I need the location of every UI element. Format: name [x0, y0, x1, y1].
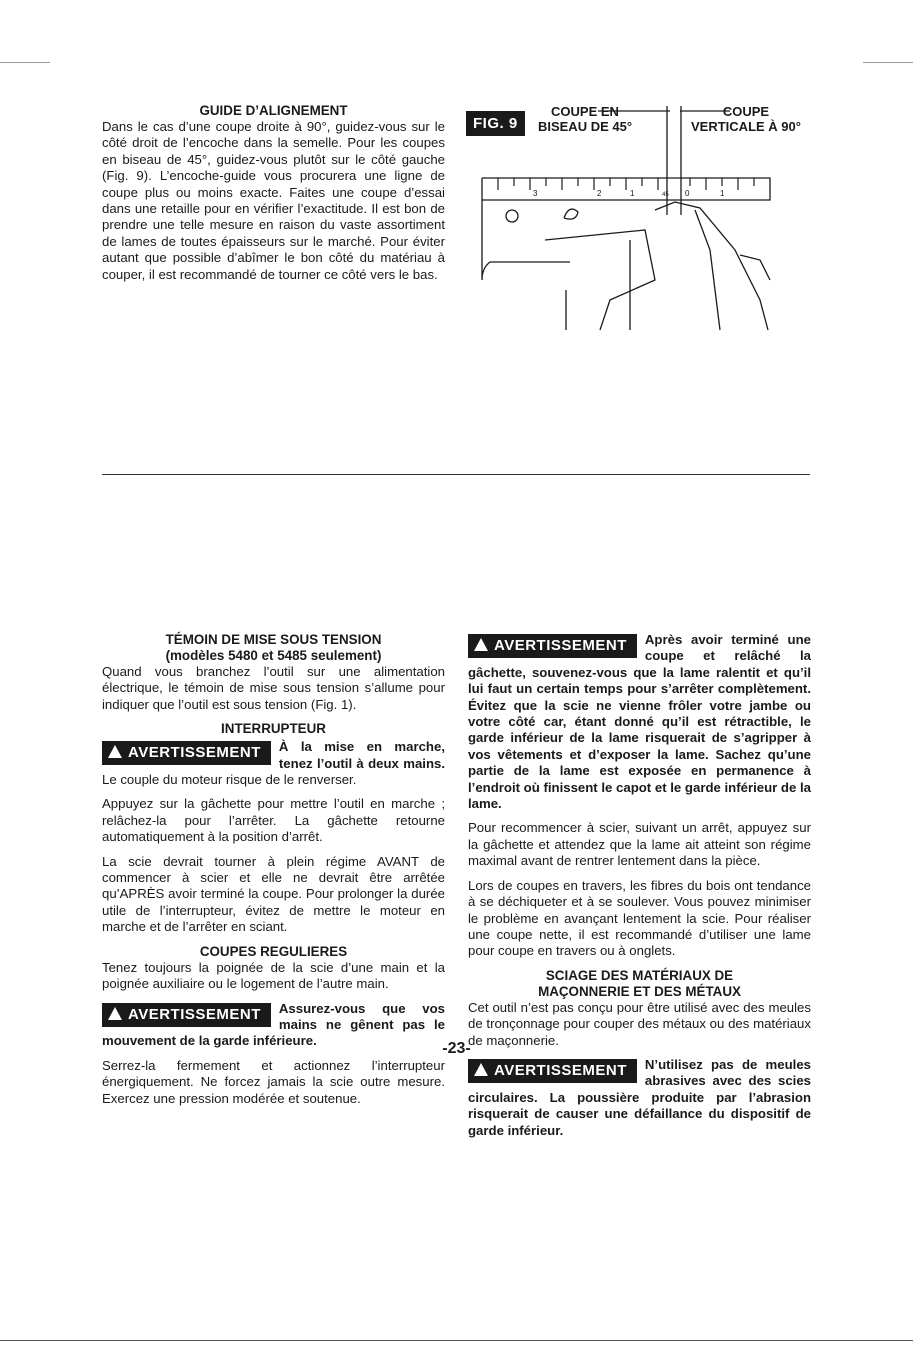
lors-paragraph: Lors de coupes en travers, les fibres du bois ont tendance à se déchiqueter et à se soulever. Vous pouvez minimiser le problème en avançant lentement la scie. Pour réaliser une coupe nette, il est recommandé d’utiliser une lame pour coupe en travers ou à onglets.: [468, 877, 811, 959]
guide-title: GUIDE D’ALIGNEMENT: [199, 103, 348, 118]
warning-triangle-icon: [474, 638, 488, 651]
knob: [564, 209, 578, 219]
scale-label-2: 2: [597, 189, 602, 198]
warning-triangle-icon: [108, 1007, 122, 1020]
base-plate: [482, 178, 570, 280]
crop-mark-right: [863, 62, 913, 63]
serrez-paragraph: Serrez-la fermement et actionnez l’interrupteur énergiquement. Ne forcez jamais la scie outre mesure. Exercez une pression modérée et soutenue.: [102, 1057, 445, 1106]
warning-badge-1: [102, 741, 271, 765]
scale-label-45: 45: [662, 192, 669, 198]
right-callout-line2: VERTICALE À 90°: [691, 119, 801, 134]
scale-label-1b: 1: [720, 189, 725, 198]
scale-label-0: 0: [685, 189, 690, 198]
saw-base-illustration: [470, 100, 810, 335]
warning-badge-text: AVERTISSEMENT: [128, 1005, 261, 1023]
warning-badge-text: AVERTISSEMENT: [128, 744, 261, 762]
warning-block-3: [468, 632, 811, 812]
guard-lever: [740, 255, 770, 280]
right-column: [468, 632, 811, 1147]
guide-body: Dans le cas d’une coupe droite à 90°, guidez-vous sur le côté droit de l’encoche dans la semelle. Pour les coupes en biseau de 45°, guidez-vous plutôt sur le côté gauche (Fig. 9). L’encoche-guide vous procurera une ligne de coupe plus ou moins exacte. Faites une coupe d’essai dans une retaille pour en vérifier l’exactitude. Il est bon de prendre une telle mesure en raison du vaste assortiment de lames de toutes épaisseurs sur le marché. Pour éviter autant que possible d’abîmer le bon côté du matériau à couper, il est recommandé de tourner ce côté vers le bas.: [102, 119, 445, 282]
section-divider: [102, 474, 810, 475]
warning-badge-text: AVERTISSEMENT: [494, 637, 627, 654]
sciage-title-2: MAÇONNERIE ET DES MÉTAUX: [538, 983, 741, 999]
temoin-subtitle: (modèles 5480 et 5485 seulement): [165, 648, 382, 663]
scale-label-3: 3: [533, 189, 538, 198]
right-callout-line1: COUPE: [722, 104, 770, 119]
cet-paragraph: Cet outil n’est pas conçu pour être utilisé avec des meules de tronçonnage pour couper des métaux ou des matériaux de maçonnerie.: [468, 999, 811, 1048]
warning-4-bold: N’utilisez pas de meules abrasives avec des scies circulaires. La poussière produite par l’abrasion risquerait de causer une défaillance du dispositif de garde inférieur.: [468, 1056, 811, 1138]
warning-3-bold: Après avoir terminé une coupe et relâché la gâchette, souvenez-vous que la lame ralentit et qu’il lui faut un certain temps pour s’arrêter complètement. Évitez que la scie ne vienne frôler votre jambe ou votre côté car, étant donné qu’il est rétractible, le garde inférieur de la lame risquerait de s’agripper à vos vêtements et d’exposer la lame. Sachez qu’une partie de la lame est exposée en permanence à l’endroit où finissent le capot et le garde inférieur de la lame.: [468, 632, 811, 812]
bottom-rule: [0, 1340, 913, 1341]
page-number: -23-: [442, 1040, 471, 1057]
screw-head: [506, 210, 518, 222]
tenez-paragraph: Tenez toujours la poignée de la scie d’une main et la poignée auxiliaire ou le logement de l’autre main.: [102, 959, 445, 992]
warning-badge-3: [468, 634, 637, 658]
guide-section: [102, 103, 445, 291]
warning-badge-4: [468, 1059, 637, 1083]
temoin-body: Quand vous branchez l’outil sur une alimentation électrique, le témoin de mise sous tension s’allume pour indiquer que l’outil est sous tension (Fig. 1).: [102, 664, 445, 712]
scale-label-1a: 1: [630, 189, 635, 198]
left-callout-line2: BISEAU DE 45°: [537, 119, 633, 134]
interrupteur-title: INTERRUPTEUR: [221, 721, 326, 737]
coupes-title: COUPES REGULIERES: [199, 943, 348, 959]
warning-1-rest: Le couple du moteur risque de le renverser.: [102, 772, 357, 788]
crop-mark-left: [0, 62, 50, 63]
warning-triangle-icon: [108, 745, 122, 758]
motor-housing: [545, 230, 655, 330]
warning-block-4: [468, 1057, 811, 1139]
sciage-title-1: SCIAGE DES MATÉRIAUX DE: [545, 967, 734, 983]
figure-label: FIG. 9: [466, 111, 525, 136]
warning-badge-text: AVERTISSEMENT: [494, 1061, 627, 1079]
warning-triangle-icon: [474, 1063, 488, 1076]
recommencer-paragraph: Pour recommencer à scier, suivant un arrêt, appuyez sur la gâchette et attendez que la lame ait atteint son régime maximal avant de rentrer lentement dans la pièce.: [468, 820, 811, 869]
temoin-title: TÉMOIN DE MISE SOUS TENSION: [165, 632, 382, 647]
warning-2-bold: Assurez-vous que vos mains ne gênent pas le mouvement de la garde inférieure.: [102, 1000, 445, 1049]
appuyez-paragraph: Appuyez sur la gâchette pour mettre l’outil en marche ; relâchez-la pour l’arrêter. La gâchette retourne automatiquement à la position d’arrêt.: [102, 796, 445, 845]
warning-badge-2: [102, 1003, 271, 1027]
scie-paragraph: La scie devrait tourner à plein régime AVANT de commencer à scier et elle ne devrait être arrêtée qu’APRÈS avoir terminé la coupe. Pour prolonger la durée utile de l’interrupteur, évitez de mettre le moteur en marche et de l’arrêter en sciant.: [102, 853, 445, 935]
warning-block-1: [102, 739, 445, 788]
left-callout-line1: COUPE EN: [551, 104, 619, 119]
warning-1-bold: À la mise en marche, tenez l’outil à deux mains.: [278, 739, 445, 771]
